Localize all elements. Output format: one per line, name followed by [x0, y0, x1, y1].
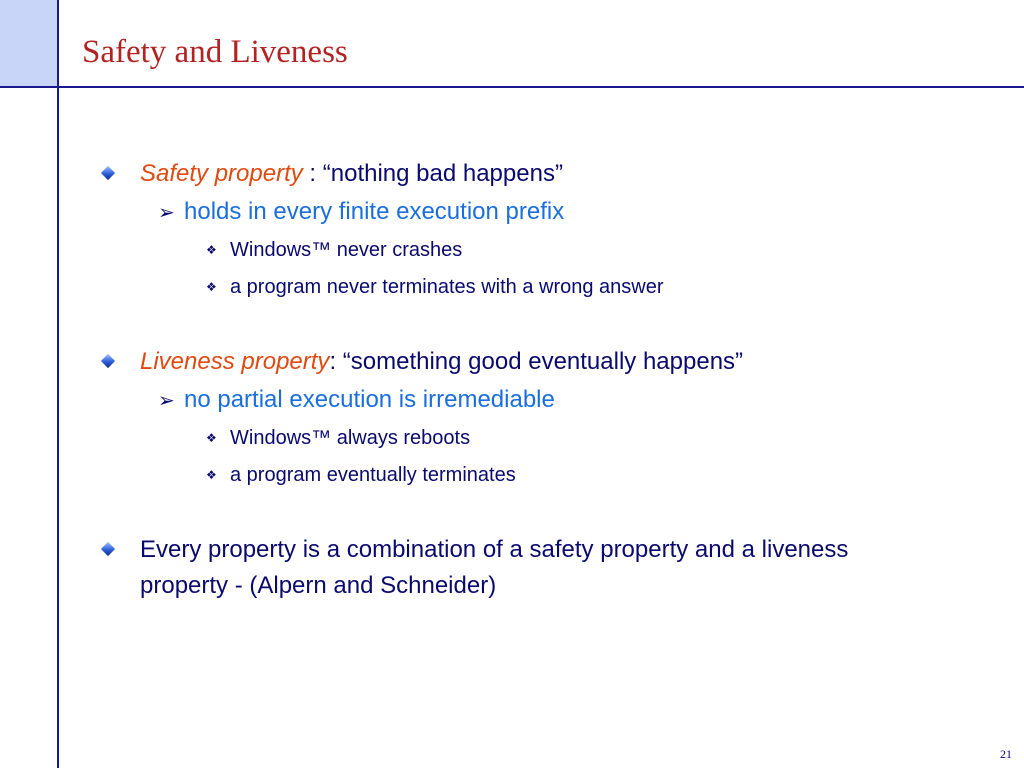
bullet-list [100, 156, 980, 604]
example-text: a program never terminates with a wrong answer [230, 276, 664, 298]
four-point-star-bullet-icon: ❖ [206, 280, 217, 294]
safety-description: : “nothing bad happens” [302, 160, 563, 187]
safety-sub-text: holds in every finite execution prefix [184, 198, 565, 225]
example-text: Windows™ never crashes [230, 239, 463, 261]
combination-text: Every property is a combination of a safety property and a liveness property - (Alpern and Schneider) [140, 536, 849, 599]
arrowhead-bullet-icon: ➢ [158, 388, 175, 412]
liveness-sub-text: no partial execution is irremediable [184, 386, 555, 413]
example-text: Windows™ always reboots [230, 427, 471, 449]
example-safety-2 [100, 269, 980, 306]
arrowhead-bullet-icon: ➢ [158, 200, 175, 224]
corner-accent-box [0, 0, 59, 88]
sub-bullet-safety [100, 192, 980, 232]
vertical-rule [57, 0, 59, 768]
sub-bullet-liveness [100, 380, 980, 420]
page-number: 21 [1000, 747, 1012, 761]
example-liveness-2 [100, 457, 980, 494]
four-point-star-bullet-icon: ❖ [206, 431, 217, 445]
safety-term: Safety property [140, 160, 303, 187]
four-point-star-bullet-icon: ❖ [206, 243, 217, 257]
horizontal-rule [0, 86, 1024, 88]
liveness-description: : “something good eventually happens” [329, 348, 744, 375]
diamond-bullet-icon [101, 166, 115, 180]
diamond-bullet-icon [101, 354, 115, 368]
bullet-liveness-property [100, 344, 980, 380]
slide-title: Safety and Liveness [82, 34, 348, 70]
example-safety-1 [100, 232, 980, 269]
bullet-combination [100, 532, 900, 604]
bullet-safety-property [100, 156, 980, 192]
example-liveness-1 [100, 420, 980, 457]
example-text: a program eventually terminates [230, 464, 516, 486]
four-point-star-bullet-icon: ❖ [206, 468, 217, 482]
liveness-term: Liveness property [140, 348, 330, 375]
diamond-bullet-icon [101, 542, 115, 556]
